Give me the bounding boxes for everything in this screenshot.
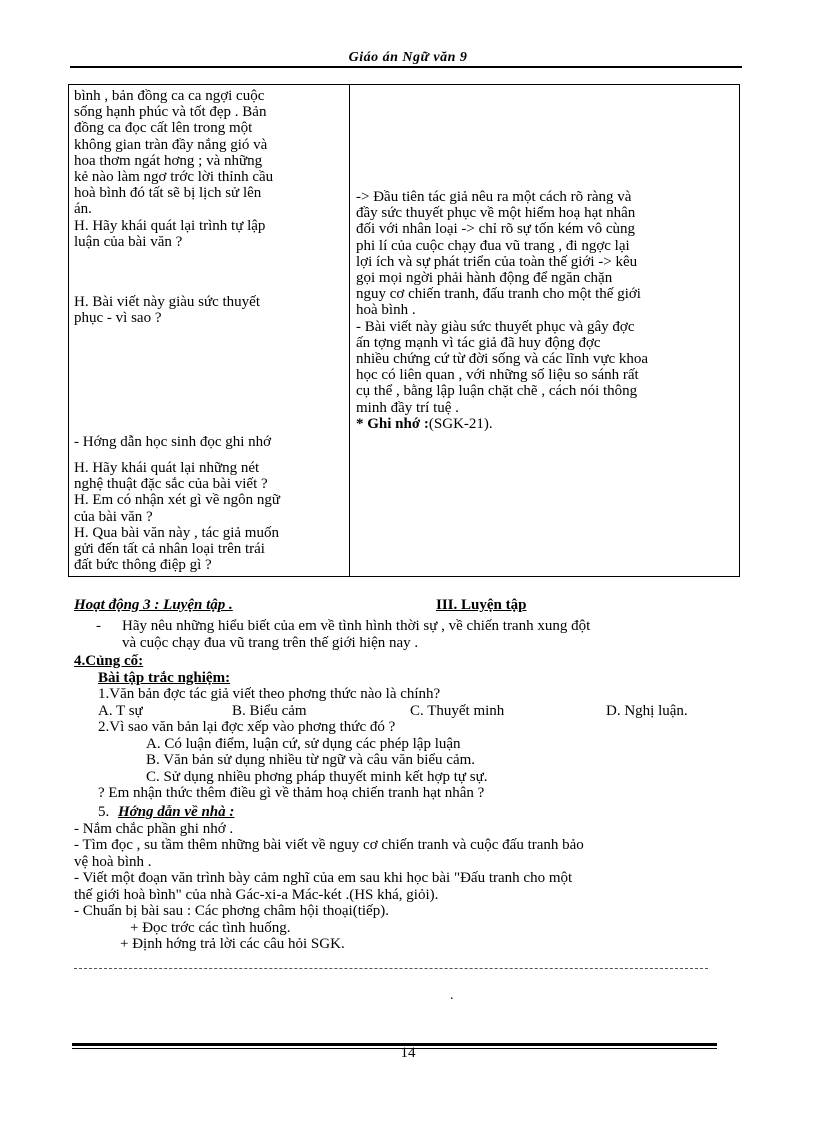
question-row bbox=[74, 785, 740, 802]
left-cell-text-block bbox=[74, 88, 341, 250]
homework-item: thế giới hoà bình" của nhà Gác-xi-a Mác-két .(HS khá, giỏi). bbox=[74, 886, 439, 903]
option-d: D. Nghị luận. bbox=[606, 702, 688, 719]
right-cell-answers bbox=[356, 189, 726, 432]
right-line: phi lí của cuộc chạy đua vũ trang , đi ngợc lại bbox=[356, 237, 630, 254]
answer-a: A. Có luận điểm, luận cứ, sử dụng các phép lập luận bbox=[146, 735, 461, 752]
consolidation-block bbox=[74, 653, 740, 802]
header-divider bbox=[70, 66, 742, 68]
lesson-table bbox=[68, 84, 740, 577]
right-line: gọi mọi ngời phải hành động để ngăn chặn bbox=[356, 270, 613, 287]
option-c: C. Thuyết minh bbox=[410, 702, 505, 719]
left-line: án. bbox=[74, 201, 92, 218]
consolidation-heading: 4.Củng cố: bbox=[74, 653, 144, 669]
exercise-line bbox=[74, 618, 740, 635]
exercise-block bbox=[74, 618, 740, 651]
right-line: -> Đầu tiên tác giả nêu ra một cách rõ ràng và bbox=[356, 189, 632, 205]
homework-item: - Nắm chắc phần ghi nhớ . bbox=[74, 820, 234, 837]
left-line: luận của bài văn ? bbox=[74, 233, 183, 250]
right-line: đối với nhân loại -> chỉ rõ sự tốn kém vô cùng bbox=[356, 221, 636, 238]
option-a: A. T sự bbox=[98, 702, 143, 719]
left-line: của bài văn ? bbox=[74, 508, 153, 525]
right-line: đầy sức thuyết phục về một hiểm hoạ hạt nhân bbox=[356, 205, 636, 222]
homework-item: - Tìm đọc , su tầm thêm những bài viết về nguy cơ chiến tranh và cuộc đấu tranh bảo bbox=[74, 837, 584, 853]
column-divider bbox=[349, 85, 350, 576]
exercise-text: Hãy nêu những hiểu biết của em về tình hình thời sự , về chiến tranh xung đột bbox=[122, 618, 591, 634]
right-line: học có liên quan , với những số liệu so sánh rất bbox=[356, 367, 639, 384]
right-line: - Bài viết này giàu sức thuyết phục và gây đợc bbox=[356, 318, 635, 335]
homework-item: vệ hoà bình . bbox=[74, 853, 152, 870]
page-header-title: Giáo án Ngữ văn 9 bbox=[348, 50, 468, 65]
section-title: III. Luyện tập bbox=[436, 597, 527, 613]
answer-row bbox=[74, 769, 740, 786]
left-cell-guide bbox=[74, 434, 341, 450]
left-line: nghệ thuật đặc sắc của bài viết ? bbox=[74, 476, 268, 493]
right-line: cụ thể , bằng lập luận chặt chẽ , cách nói thông bbox=[356, 383, 638, 400]
left-line: bình , bản đồng ca ca ngợi cuộc bbox=[74, 88, 265, 104]
left-line: đất bức thông điệp gì ? bbox=[74, 557, 212, 574]
option-b: B. Biểu cảm bbox=[232, 702, 307, 719]
dashed-separator bbox=[74, 968, 708, 969]
right-line: nguy cơ chiến tranh, đấu tranh cho một thế giới bbox=[356, 286, 641, 303]
subitem-text: + Đọc trớc các tình huống. bbox=[130, 919, 291, 936]
activity-title: Hoạt động 3 : Luyện tập . bbox=[74, 597, 233, 613]
answer-b: B. Văn bản sử dụng nhiều từ ngữ và câu văn biểu cảm. bbox=[146, 752, 476, 768]
left-line: H. Bài viết này giàu sức thuyết bbox=[74, 294, 261, 310]
homework-subitem bbox=[74, 936, 740, 953]
bullet: - bbox=[96, 618, 101, 634]
homework-number: 5. bbox=[98, 804, 110, 820]
question-3: ? Em nhận thức thêm điều gì về thảm hoạ chiến tranh hạt nhân ? bbox=[98, 785, 485, 801]
page-number: 14 bbox=[400, 1045, 416, 1061]
answer-row bbox=[74, 752, 740, 769]
left-line: gửi đến tất cả nhân loại trên trái bbox=[74, 541, 265, 558]
right-line: nhiều chứng cứ từ đời sống và các lĩnh vực khoa bbox=[356, 351, 649, 368]
right-line: ấn tợng mạnh vì tác giả đã huy động đợc bbox=[356, 334, 601, 351]
note-reference: (SGK-21). bbox=[428, 415, 493, 432]
question-2: 2.Vì sao văn bản lại đợc xếp vào phơng thức đó ? bbox=[98, 719, 396, 735]
left-line: hoa thơm ngát hơng ; và những bbox=[74, 152, 263, 169]
consolidation-heading-row bbox=[74, 653, 740, 670]
answer-c: C. Sử dụng nhiều phơng pháp thuyết minh kết hợp tự sự. bbox=[146, 768, 488, 785]
left-line: H. Hãy khái quát lại những nét bbox=[74, 460, 260, 476]
left-line: phục - vì sao ? bbox=[74, 310, 162, 327]
homework-item: - Chuẩn bị bài sau : Các phơng châm hội thoại(tiếp). bbox=[74, 903, 389, 919]
homework-block bbox=[74, 804, 740, 953]
left-line: hoà bình đó tất sẽ bị lịch sử lên bbox=[74, 185, 262, 202]
right-line: lợi ích và sự phát triển của toàn thế giới -> kêu bbox=[356, 253, 638, 270]
question-row bbox=[74, 686, 740, 703]
quiz-title: Bài tập trắc nghiệm: bbox=[98, 669, 231, 686]
quiz-title-row bbox=[74, 670, 740, 687]
activity-row bbox=[74, 597, 740, 614]
subitem-text: + Định hớng trả lời các câu hỏi SGK. bbox=[120, 936, 345, 952]
question-1: 1.Văn bản đợc tác giả viết theo phơng thức nào là chính? bbox=[98, 686, 441, 702]
note-label: * Ghi nhớ : bbox=[356, 415, 429, 432]
homework-subitem bbox=[74, 920, 740, 937]
left-line: không gian tràn đầy nắng gió và bbox=[74, 136, 268, 153]
left-line: đồng ca đọc cất lên trong một bbox=[74, 120, 253, 137]
question-row bbox=[74, 719, 740, 736]
note-line bbox=[356, 416, 726, 432]
left-line: - Hớng dẫn học sinh đọc ghi nhớ bbox=[74, 434, 272, 450]
left-line: sống hạnh phúc và tốt đẹp . Bản bbox=[74, 104, 267, 121]
left-cell-questions bbox=[74, 460, 341, 573]
answer-row bbox=[74, 736, 740, 753]
options-row bbox=[74, 703, 740, 720]
left-line: H. Hãy khái quát lại trình tự lập bbox=[74, 217, 266, 234]
exercise-text: và cuộc chạy đua vũ trang trên thế giới hiện nay . bbox=[122, 634, 419, 651]
left-line: H. Em có nhận xét gì về ngôn ngữ bbox=[74, 492, 281, 509]
left-cell-question bbox=[74, 294, 341, 326]
stray-dot: . bbox=[450, 988, 454, 1003]
homework-heading-row bbox=[74, 804, 740, 821]
homework-heading: Hớng dẫn về nhà : bbox=[118, 804, 235, 820]
left-line: kẻ nào làm ngơ trớc lời thỉnh cầu bbox=[74, 169, 274, 186]
homework-item: - Viết một đoạn văn trình bày cảm nghĩ của em sau khi học bài "Đấu tranh cho một bbox=[74, 870, 573, 886]
exercise-line bbox=[74, 635, 740, 652]
left-line: H. Qua bài văn này , tác giả muốn bbox=[74, 524, 279, 541]
right-line: hoà bình . bbox=[356, 302, 416, 319]
right-line: minh đầy trí tuệ . bbox=[356, 399, 459, 416]
